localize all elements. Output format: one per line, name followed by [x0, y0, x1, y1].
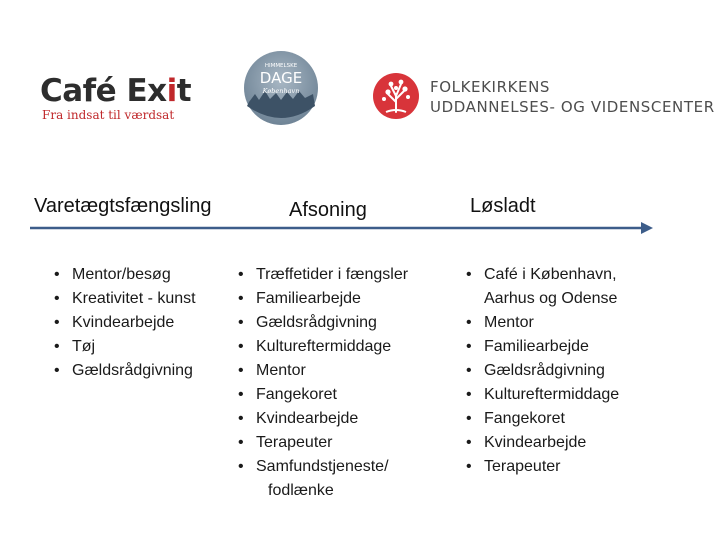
list-item: • Mentor/besøg: [54, 263, 196, 287]
list-item: • Gældsrådgivning: [466, 359, 619, 383]
cafe-exit-subtitle: Fra indsat til værdsat: [42, 108, 175, 122]
timeline-arrow: [30, 218, 655, 238]
tree-icon: [372, 72, 420, 120]
cafe-exit-title: [40, 74, 200, 108]
list-afsoning: [238, 263, 408, 503]
list-item: • Gældsrådgivning: [54, 359, 196, 383]
fuv-line1: FOLKEKIRKENS: [430, 78, 551, 96]
list-item: • Fangekoret: [238, 383, 408, 407]
cafe-exit-title-end: t: [176, 73, 192, 109]
list-item: • Familiearbejde: [238, 287, 408, 311]
fuv-name: [430, 77, 715, 117]
list-item-continuation: fodlænke: [268, 482, 334, 499]
list-item: • Gældsrådgivning: [238, 311, 408, 335]
cafe-exit-title-i: i: [166, 73, 177, 109]
list-item: • Tøj: [54, 335, 196, 359]
heading-varetaegtsfaengsling: Varetægtsfængsling: [34, 195, 212, 217]
list-item: • Kreativitet - kunst: [54, 287, 196, 311]
list-item: • Mentor: [466, 311, 619, 335]
list-item: • Kultureftermiddage: [238, 335, 408, 359]
dage-line3: København: [262, 87, 300, 95]
fuv-line2: UDDANNELSES- OG VIDENSCENTER: [430, 98, 715, 116]
list-item: • Kvindearbejde: [238, 407, 408, 431]
list-item: • Træffetider i fængsler: [238, 263, 408, 287]
list-item: • Terapeuter: [238, 431, 408, 455]
list-item-continuation: Aarhus og Odense: [484, 290, 618, 307]
list-item: • Kvindearbejde: [466, 431, 619, 455]
himmelske-dage-logo: [243, 50, 319, 126]
list-item: • Fangekoret: [466, 407, 619, 431]
list-item: • Kultureftermiddage: [466, 383, 619, 407]
list-item: • Café i København,: [466, 263, 619, 287]
dage-line2: DAGE: [259, 69, 303, 87]
list-item: • Kvindearbejde: [54, 311, 196, 335]
fuv-logo: [372, 72, 715, 122]
cafe-exit-logo: [40, 74, 200, 126]
list-losladt: [466, 263, 619, 479]
list-item: • Mentor: [238, 359, 408, 383]
cafe-exit-title-main: Café Ex: [40, 73, 167, 109]
dage-line1: HIMMELSKE: [264, 63, 298, 69]
heading-losladt: Løsladt: [470, 195, 536, 217]
list-item: • Samfundstjeneste/: [238, 455, 408, 479]
dage-emblem: [243, 50, 319, 126]
list-item: • Familiearbejde: [466, 335, 619, 359]
heading-afsoning: Afsoning: [289, 199, 367, 221]
list-varetaegtsfaengsling: [54, 263, 196, 383]
list-item: • Terapeuter: [466, 455, 619, 479]
